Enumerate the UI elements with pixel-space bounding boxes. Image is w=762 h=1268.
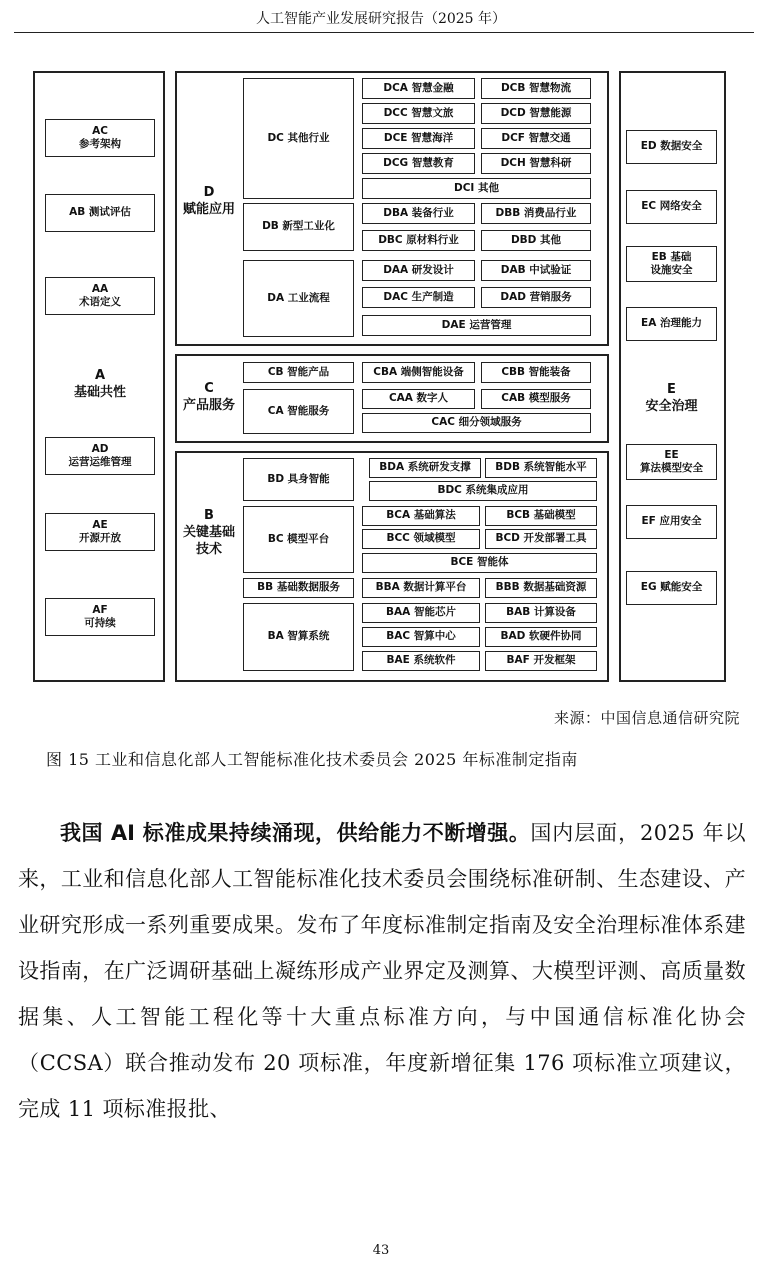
item-dch: DCH 智慧科研 — [481, 153, 591, 174]
subgroup-ba: BA 智算系统 — [243, 603, 354, 671]
item-bce: BCE 智能体 — [362, 553, 597, 573]
item-dac: DAC 生产制造 — [362, 287, 475, 308]
paragraph-lead: 我国 AI 标准成果持续涌现，供给能力不断增强。 — [60, 821, 531, 845]
item-dca: DCA 智慧金融 — [362, 78, 475, 99]
body-paragraph — [18, 810, 746, 1132]
group-c-label: C 产品服务 — [182, 381, 235, 413]
item-dba: DBA 装备行业 — [362, 203, 475, 224]
item-dcc: DCC 智慧文旅 — [362, 103, 475, 124]
item-bcb: BCB 基础模型 — [485, 506, 597, 526]
item-bba: BBA 数据计算平台 — [362, 578, 480, 598]
item-dci: DCI 其他 — [362, 178, 591, 199]
subgroup-dc: DC 其他行业 — [243, 78, 354, 199]
item-bad: BAD 软硬件协同 — [485, 627, 597, 647]
item-af: AF 可持续 — [45, 598, 155, 636]
item-cac: CAC 细分领域服务 — [362, 413, 591, 433]
item-cbb: CBB 智能装备 — [481, 362, 591, 383]
item-dbc: DBC 原材料行业 — [362, 230, 475, 251]
item-bae: BAE 系统软件 — [362, 651, 480, 671]
group-b-label: B 关键基础 技术 — [182, 508, 235, 557]
item-dcb: DCB 智慧物流 — [481, 78, 591, 99]
item-bab: BAB 计算设备 — [485, 603, 597, 623]
page-number: 43 — [372, 1243, 390, 1258]
item-baf: BAF 开发框架 — [485, 651, 597, 671]
item-bcd: BCD 开发部署工具 — [485, 529, 597, 549]
item-dcf: DCF 智慧交通 — [481, 128, 591, 149]
item-dcg: DCG 智慧教育 — [362, 153, 475, 174]
group-e-label: E 安全治理 — [645, 382, 698, 414]
group-a-label: A 基础共性 — [73, 368, 126, 400]
group-d-label: D 赋能应用 — [182, 185, 235, 217]
item-dce: DCE 智慧海洋 — [362, 128, 475, 149]
paragraph-text: 国内层面，2025 年以来，工业和信息化部人工智能标准化技术委员会围绕标准研制、生态建设、产业研究形成一系列重要成果。发布了年度标准制定指南及安全治理标准体系建设指南，在广泛调研基础上凝练形成产业界定及测算、大模型评测、高质量数据集、人工智能工程化等十大重点标准方向，与中国通信标准化协会（CCSA）联合推动发布 20 项标准，年度新增征集 176 项标准立项建议，完成 11 项标准报批、 — [18, 821, 747, 1121]
figure-caption: 图 15 工业和信息化部人工智能标准化技术委员会 2025 年标准制定指南 — [46, 750, 578, 769]
subgroup-bb: BB 基础数据服务 — [243, 578, 354, 598]
item-bcc: BCC 领域模型 — [362, 529, 480, 549]
item-ab: AB 测试评估 — [45, 194, 155, 232]
item-ee: EE 算法模型安全 — [626, 444, 717, 480]
item-ad: AD 运营运维管理 — [45, 437, 155, 475]
subgroup-bd: BD 具身智能 — [243, 458, 354, 501]
subgroup-cb: CB 智能产品 — [243, 362, 354, 383]
item-eg: EG 赋能安全 — [626, 571, 717, 605]
item-bca: BCA 基础算法 — [362, 506, 480, 526]
item-ef: EF 应用安全 — [626, 505, 717, 539]
item-baa: BAA 智能芯片 — [362, 603, 480, 623]
item-ae: AE 开源开放 — [45, 513, 155, 551]
item-aa: AA 术语定义 — [45, 277, 155, 315]
subgroup-ca: CA 智能服务 — [243, 389, 354, 434]
subgroup-bc: BC 模型平台 — [243, 506, 354, 573]
item-cba: CBA 端侧智能设备 — [362, 362, 475, 383]
item-bbb: BBB 数据基础资源 — [485, 578, 597, 598]
page-header: 人工智能产业发展研究报告（2025 年） — [255, 11, 507, 27]
item-eb: EB 基础 设施安全 — [626, 246, 717, 282]
item-ec: EC 网络安全 — [626, 190, 717, 224]
item-bdb: BDB 系统智能水平 — [485, 458, 597, 478]
item-caa: CAA 数字人 — [362, 389, 475, 409]
item-bdc: BDC 系统集成应用 — [369, 481, 597, 501]
item-dcd: DCD 智慧能源 — [481, 103, 591, 124]
item-ea: EA 治理能力 — [626, 307, 717, 341]
item-dbd: DBD 其他 — [481, 230, 591, 251]
item-dbb: DBB 消费品行业 — [481, 203, 591, 224]
figure-source: 来源：中国信息通信研究院 — [553, 709, 740, 727]
subgroup-da: DA 工业流程 — [243, 260, 354, 337]
item-bda: BDA 系统研发支撑 — [369, 458, 481, 478]
item-ac: AC 参考架构 — [45, 119, 155, 157]
item-ed: ED 数据安全 — [626, 130, 717, 164]
item-bac: BAC 智算中心 — [362, 627, 480, 647]
item-daa: DAA 研发设计 — [362, 260, 475, 281]
item-dad: DAD 营销服务 — [481, 287, 591, 308]
item-dab: DAB 中试验证 — [481, 260, 591, 281]
item-cab: CAB 模型服务 — [481, 389, 591, 409]
subgroup-db: DB 新型工业化 — [243, 203, 354, 251]
item-dae: DAE 运营管理 — [362, 315, 591, 336]
